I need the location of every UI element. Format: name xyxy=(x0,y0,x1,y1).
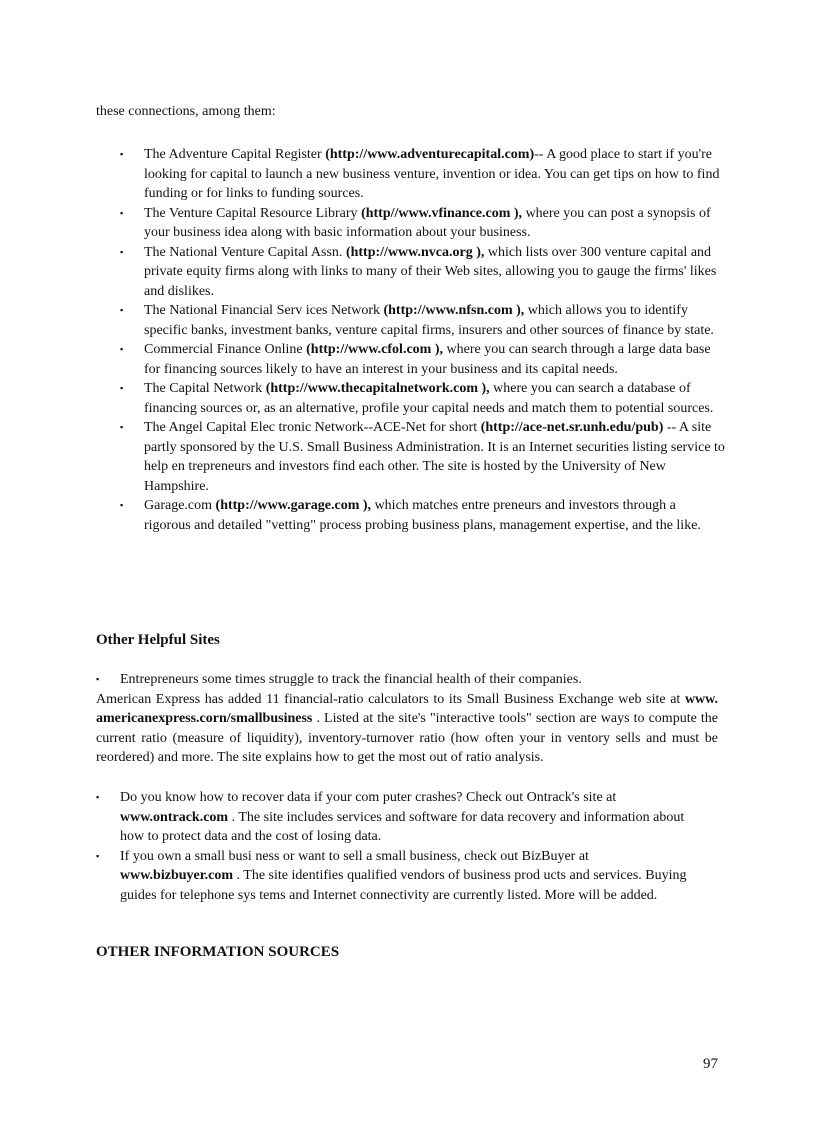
intro-text: these connections, among them: xyxy=(96,104,276,119)
bullet-icon: ▪ xyxy=(96,850,100,861)
list-item: ▪ The National Venture Capital Assn. (http://www.nvca.org ), which lists over 300 venture capital and private equity firms along with links to many of their Web sites, allowing you to gauge the firms' likes and dislikes. xyxy=(120,244,717,299)
bullet-icon: ▪ xyxy=(120,383,124,393)
site-link[interactable]: www. americanexpress.corn/smallbusiness xyxy=(96,691,718,726)
list-item: ▪ The Angel Capital Elec tronic Network--ACE-Net for short (http://ace-net.sr.unh.edu/pub) -- A site partly sponsored by the U.S. Small Business Administration. It is an Internet securities listing service to help en trepreneurs and investors find each other. The site is hosted by the University of New Hampshire. xyxy=(120,420,725,494)
page-number: 97 xyxy=(703,1056,718,1072)
list-item: ▪ The Capital Network (http://www.thecapitalnetwork.com ), where you can search a database of financing sources or, as an alternative, profile your capital needs and match them to potential sources. xyxy=(120,381,714,416)
helpful-first-line: ▪ Entrepreneurs some times struggle to track the financial health of their companies. xyxy=(96,670,718,690)
list-item: ▪ Garage.com (http://www.garage.com ), which matches entre preneurs and investors through a rigorous and detailed "vetting" process probing business plans, management expertise, and the like. xyxy=(120,498,701,533)
list-item: ▪ The Adventure Capital Register (http://www.adventurecapital.com)-- A good place to start if you're looking for capital to launch a new business venture, invention or idea. You can get tips on how to find funding or for links to funding sources. xyxy=(120,147,720,201)
site-link[interactable]: (http://ace-net.sr.unh.edu/pub) xyxy=(480,420,664,435)
bullet-icon: ▪ xyxy=(120,207,124,218)
bullet-icon: ▪ xyxy=(120,246,124,257)
bullet-icon: ▪ xyxy=(120,149,124,159)
helpful-body: American Express has added 11 financial-ratio calculators to its Small Business Exchange web site at www. americanexpress.corn/smallbusiness . Listed at the site's "interactive tools" section are ways to compute the current ratio (measure of liquidity), inventory-turnover ratio (how often your in ventory sells and must be reordered) and more. The site explains how to get the most out of ratio analysis. xyxy=(96,691,718,765)
list-item: ▪ The Venture Capital Resource Library (http//www.vfinance.com ), where you can post a synopsis of your business idea along with basic information about your business. xyxy=(120,205,711,240)
site-link[interactable]: www.bizbuyer.com xyxy=(120,868,234,883)
bullet-icon: ▪ xyxy=(120,305,124,315)
bullet-icon: ▪ xyxy=(120,344,124,354)
list-item: ▪ Do you know how to recover data if your com puter crashes? Check out Ontrack's site at www.ontrack.com . The site includes services and software for data recovery and information about how to protect data and the cost of losing data. xyxy=(96,790,685,844)
site-link[interactable]: (http://www.nfsn.com ), xyxy=(383,303,525,318)
site-link[interactable]: (http://www.adventurecapital.com) xyxy=(325,147,535,162)
helpful-sites-heading: Other Helpful Sites xyxy=(96,632,220,648)
site-link[interactable]: (http//www.vfinance.com ), xyxy=(361,205,523,221)
site-link[interactable]: (http://www.nvca.org ), xyxy=(345,244,485,260)
list-item: ▪ The National Financial Serv ices Network (http://www.nfsn.com ), which allows you to identify specific banks, investment banks, venture capital firms, insurers and other sources of finance by state. xyxy=(120,303,714,338)
other-sources-heading: OTHER INFORMATION SOURCES xyxy=(96,944,340,960)
site-link[interactable]: (http://www.thecapitalnetwork.com ), xyxy=(265,381,490,396)
site-link[interactable]: (http://www.garage.com ), xyxy=(215,498,372,513)
list-item: ▪ If you own a small busi ness or want to sell a small business, check out BizBuyer at www.bizbuyer.com . The site identifies qualified vendors of business prod ucts and services. Buying guides for telephone sys tems and Internet connectivity are currently listed. More will be added. xyxy=(96,848,687,903)
capital-sites-list xyxy=(96,145,726,535)
list-item: ▪ Commercial Finance Online (http://www.cfol.com ), where you can search through a large data base for financing sources likely to have an interest in your business and its capital needs. xyxy=(120,342,711,377)
site-link[interactable]: (http://www.cfol.com ), xyxy=(306,342,443,357)
more-sites-list xyxy=(96,788,696,905)
bullet-icon: ▪ xyxy=(120,500,124,510)
bullet-icon: ▪ xyxy=(120,422,124,432)
site-link[interactable]: www.ontrack.com xyxy=(120,809,229,825)
helpful-paragraph xyxy=(96,670,718,768)
bullet-icon: ▪ xyxy=(96,674,100,684)
bullet-icon: ▪ xyxy=(96,792,100,802)
